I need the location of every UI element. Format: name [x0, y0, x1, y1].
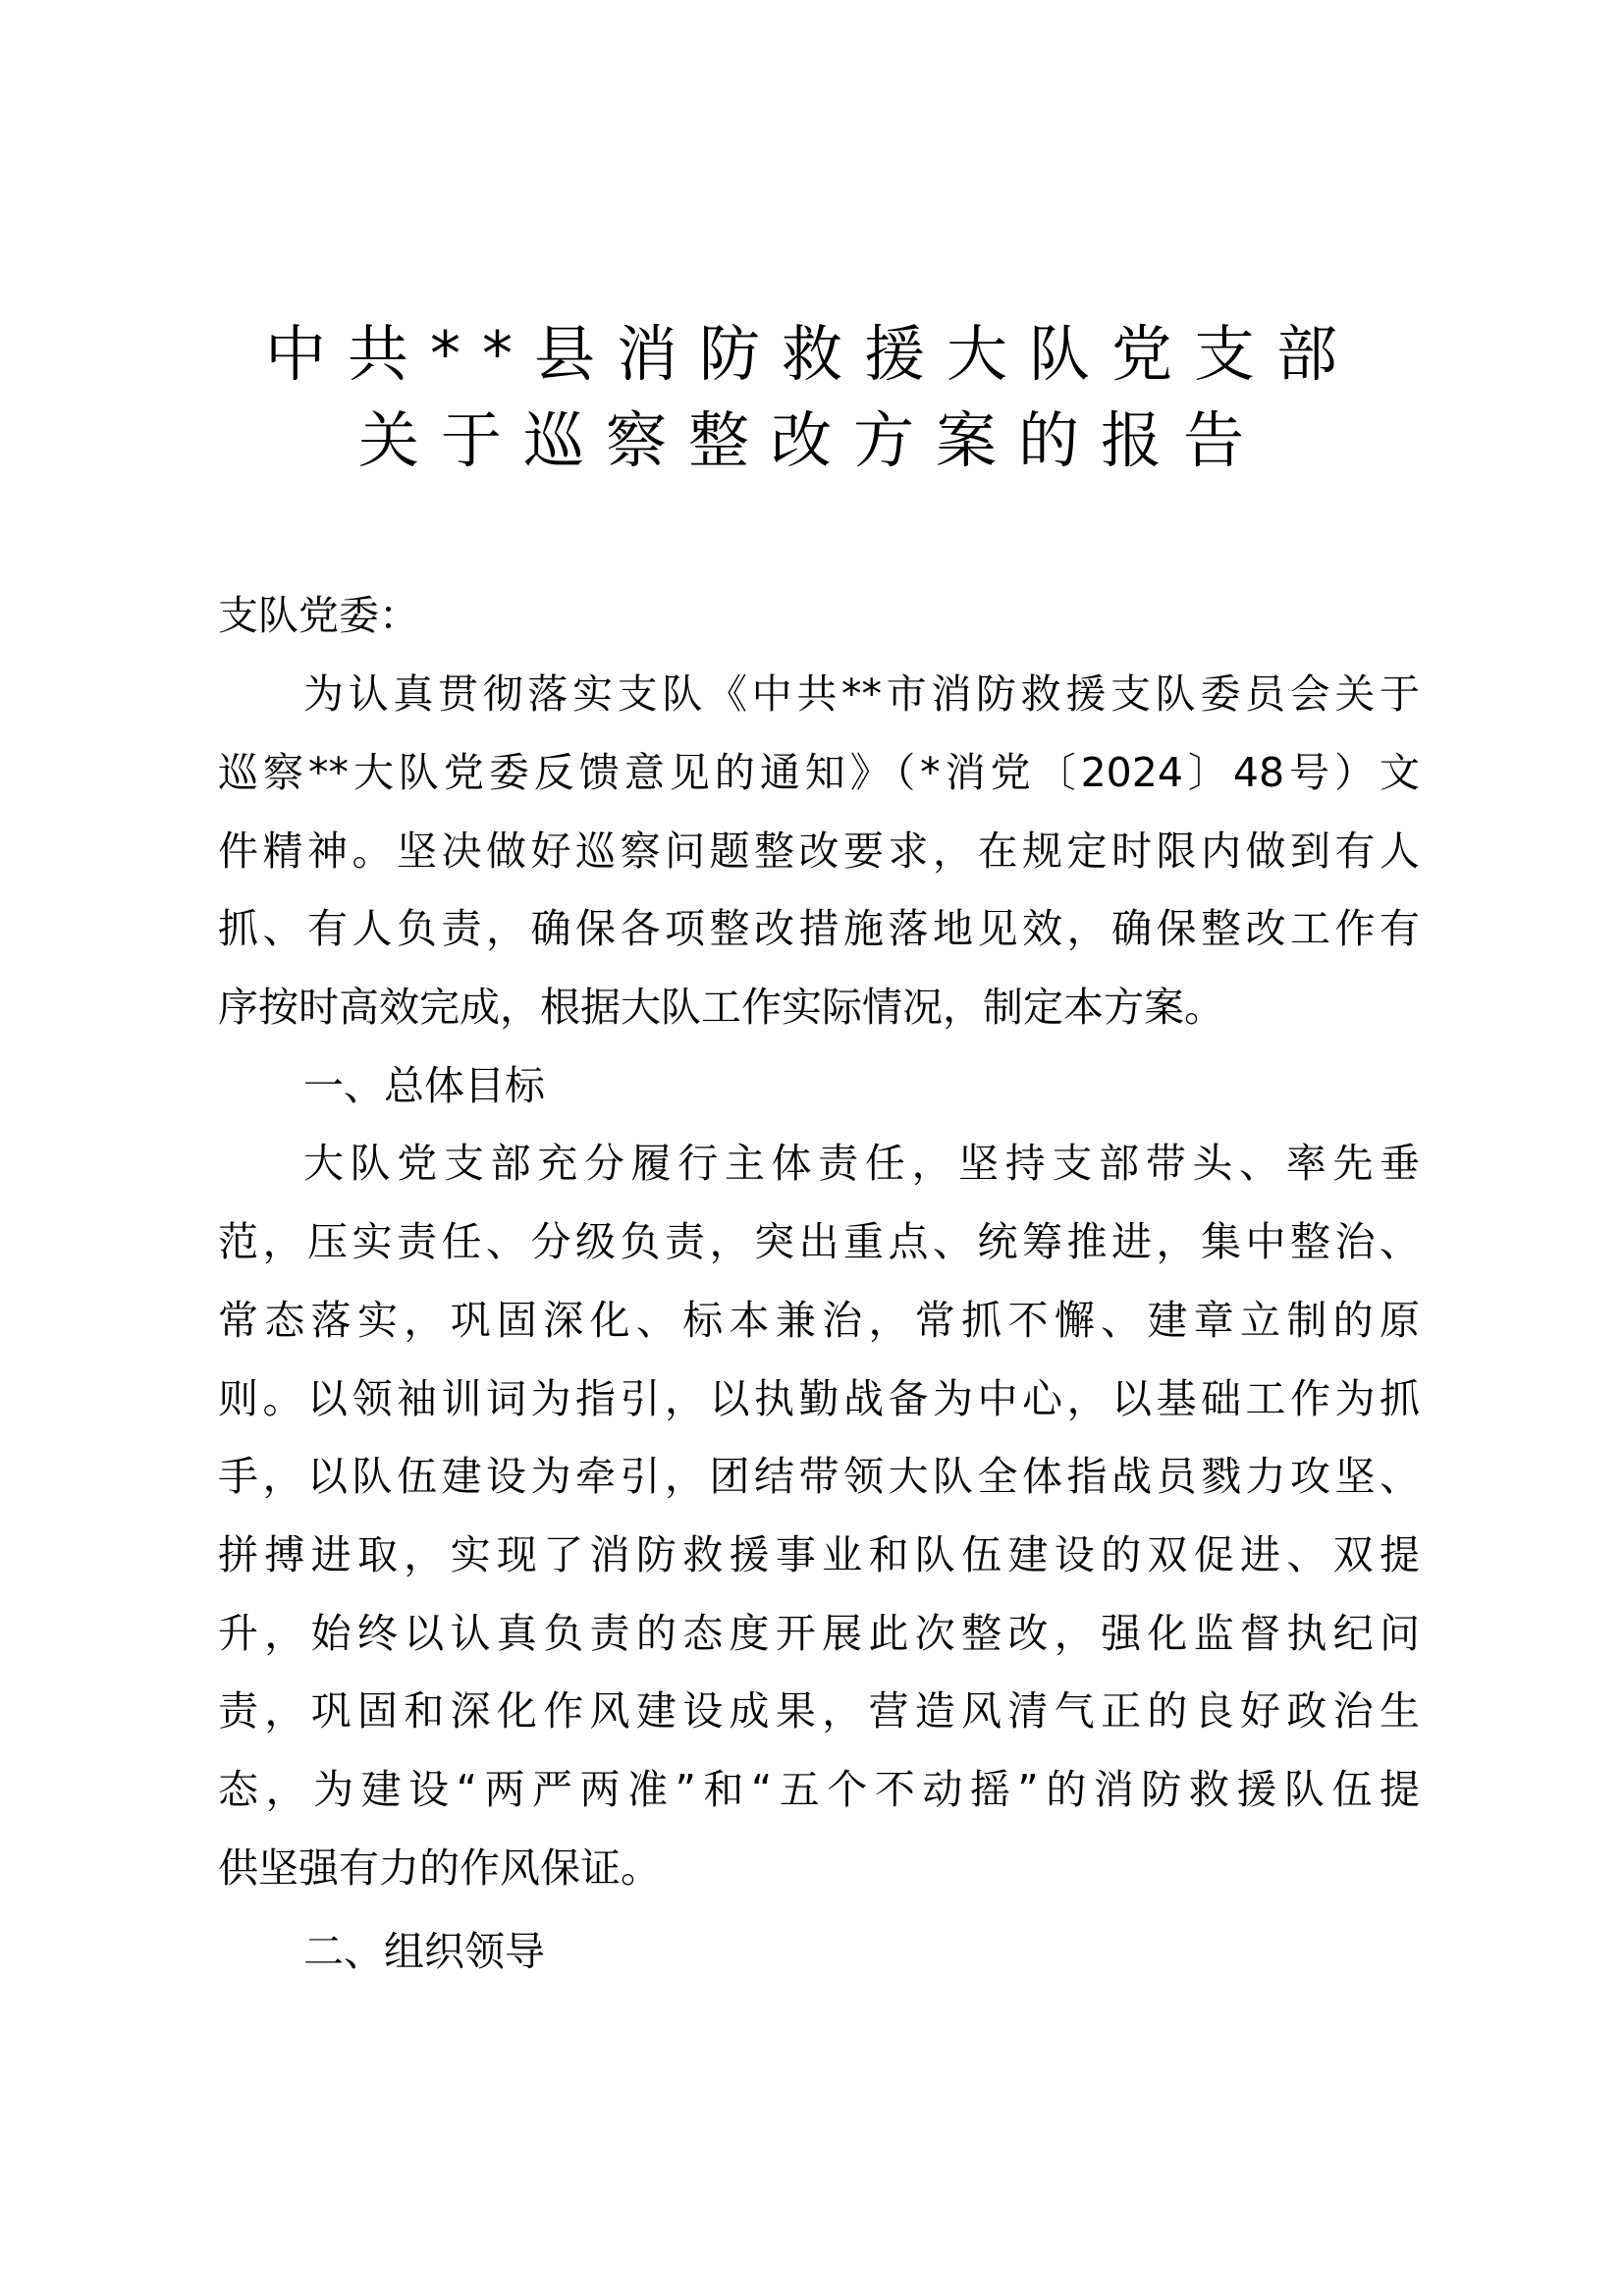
paragraph-line: 巡察**大队党委反馈意见的通知》（*消党〔2024〕48号）文	[218, 749, 1420, 796]
paragraph-line: 则。以领袖训词为指引，以执勤战备为中心，以基础工作为抓	[218, 1375, 1420, 1422]
document-title-line-1: 中共**县消防救援大队党支部	[264, 318, 1359, 390]
salutation: 支队党委：	[218, 592, 419, 639]
paragraph-line: 件精神。坚决做好巡察问题整改要求，在规定时限内做到有人	[218, 828, 1420, 875]
paragraph-line: 序按时高效完成，根据大队工作实际情况，制定本方案。	[218, 984, 1224, 1031]
paragraph-line: 大队党支部充分履行主体责任，坚持支部带头、率先垂	[303, 1140, 1420, 1187]
paragraph-line: 责，巩固和深化作风建设成果，营造风清气正的良好政治生	[218, 1687, 1420, 1735]
paragraph-line: 手，以队伍建设为牵引，团结带领大队全体指战员戮力攻坚、	[218, 1453, 1420, 1500]
section-heading-2: 二、组织领导	[303, 1928, 545, 1975]
section-heading-1: 一、总体目标	[303, 1062, 545, 1109]
document-title-line-2: 关于巡察整改方案的报告	[357, 404, 1266, 476]
paragraph-line: 常态落实，巩固深化、标本兼治，常抓不懈、建章立制的原	[218, 1297, 1420, 1344]
paragraph-line: 供坚强有力的作风保证。	[218, 1844, 661, 1892]
paragraph-line: 拼搏进取，实现了消防救援事业和队伍建设的双促进、双提	[218, 1531, 1420, 1578]
paragraph-line: 抓、有人负责，确保各项整改措施落地见效，确保整改工作有	[218, 905, 1420, 952]
paragraph-line: 范，压实责任、分级负责，突出重点、统筹推进，集中整治、	[218, 1218, 1420, 1265]
paragraph-line: 为认真贯彻落实支队《中共**市消防救援支队委员会关于	[303, 670, 1420, 718]
paragraph-line: 升，始终以认真负责的态度开展此次整改，强化监督执纪问	[218, 1610, 1420, 1657]
paragraph-line: 态，为建设“两严两准”和“五个不动摇”的消防救援队伍提	[218, 1766, 1420, 1813]
